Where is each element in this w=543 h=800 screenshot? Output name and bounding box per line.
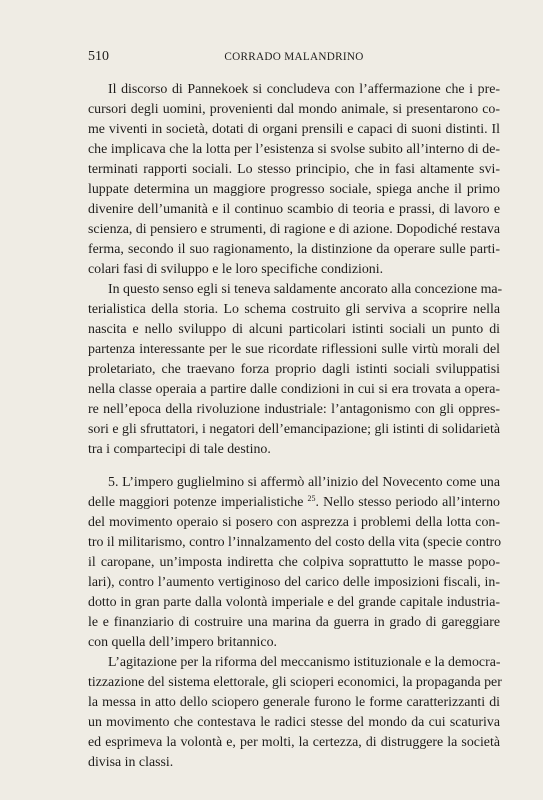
text-line: scienza, di pensiero e strumenti, di ragione e di azione. Dopodiché restava [88, 222, 500, 237]
text-line: cursori degli uomini, provenienti dal mondo animale, si presentarono co- [88, 102, 500, 117]
text-line: colari fasi di sviluppo e le loro specifiche condizioni. [88, 262, 384, 277]
text-line: divenire dell’umanità e il continuo scambio di teoria e prassi, di lavoro e [88, 202, 500, 217]
text-line: me viventi in società, dotati di organi prensili e capaci di suoni distinti. Il [88, 122, 500, 137]
text-line: dotto in gran parte dalla volontà imperiale e del grande capitale industria- [88, 595, 500, 610]
text-line: 5. L’impero guglielmino si affermò all’inizio del Novecento come una [108, 475, 500, 490]
text-line: tizzazione del sistema elettorale, gli scioperi economici, la propaganda per [88, 675, 502, 690]
text-fragment: delle maggiori potenze imperialistiche [88, 495, 304, 510]
text-line: la messa in atto dello sciopero generale furono le forme caratterizzanti di [88, 695, 500, 710]
text-line: terialistica della storia. Lo schema costruito gli serviva a scoprire nella [88, 302, 500, 317]
text-line: del movimento operaio si posero con asprezza i problemi della lotta con- [88, 515, 500, 530]
text-line: sori e gli sfruttatori, i negatori dell’emancipazione; gli istinti di solidarietà [88, 422, 500, 437]
text-line: partenza interessante per le sue ricordate riflessioni sulle virtù morali del [88, 342, 500, 357]
text-line: re nell’epoca della rivoluzione industriale: l’antagonismo con gli oppres- [88, 402, 500, 417]
page-header [88, 49, 500, 69]
text-line: che implicava che la lotta per l’esistenza si svolse subito all’interno di de- [88, 142, 500, 157]
text-line: un movimento che contestava le radici stesse del mondo da cui scaturiva [88, 715, 500, 730]
text-line: divisa in classi. [88, 755, 174, 770]
footnote-reference[interactable]: 25 [307, 494, 316, 503]
text-line: il caropane, un’imposta indiretta che colpiva soprattutto le masse popo- [88, 555, 500, 570]
text-line: Il discorso di Pannekoek si concludeva con l’affermazione che i pre- [108, 82, 500, 97]
running-head: CORRADO MALANDRINO [224, 51, 364, 63]
page-number: 510 [88, 49, 109, 64]
text-fragment: . Nello stesso periodo all’interno [315, 495, 500, 510]
text-line: lari), contro l’aumento vertiginoso del carico delle imposizioni fiscali, in- [88, 575, 500, 590]
text-line: proletariato, che traevano forza proprio dagli istinti sociali sviluppatisi [88, 362, 500, 377]
text-line: con quella dell’impero britannico. [88, 635, 278, 650]
text-line: nella classe operaia a partire dalle condizioni in cui si era trovata a opera- [88, 382, 500, 397]
text-line: le e finanziario di costruire una marina da guerra in grado di gareggiare [88, 615, 500, 630]
text-line: In questo senso egli si teneva saldamente ancorato alla concezione ma- [108, 282, 503, 297]
text-line: tro il militarismo, contro l’innalzamento del costo della vita (specie contro [88, 535, 502, 550]
text-line: luppate determina un maggiore progresso sociale, spiega anche il primo [88, 182, 500, 197]
text-line: nascita e nello sviluppo di alcuni particolari istinti sociali un punto di [88, 322, 500, 337]
text-line: ferma, secondo il suo ragionamento, la distinzione da operare sulle parti- [88, 242, 500, 257]
text-line: L’agitazione per la riforma del meccanismo istituzionale e la democra- [108, 655, 501, 670]
text-line: terminati rapporti sociali. Lo stesso principio, che in fasi altamente svi- [88, 162, 500, 177]
text-line: tra i compartecipi di tale destino. [88, 442, 271, 457]
text-line: ed esprimeva la volontà e, per molti, la certezza, di distruggere la società [88, 735, 500, 750]
text-line-with-footnote [88, 493, 500, 513]
